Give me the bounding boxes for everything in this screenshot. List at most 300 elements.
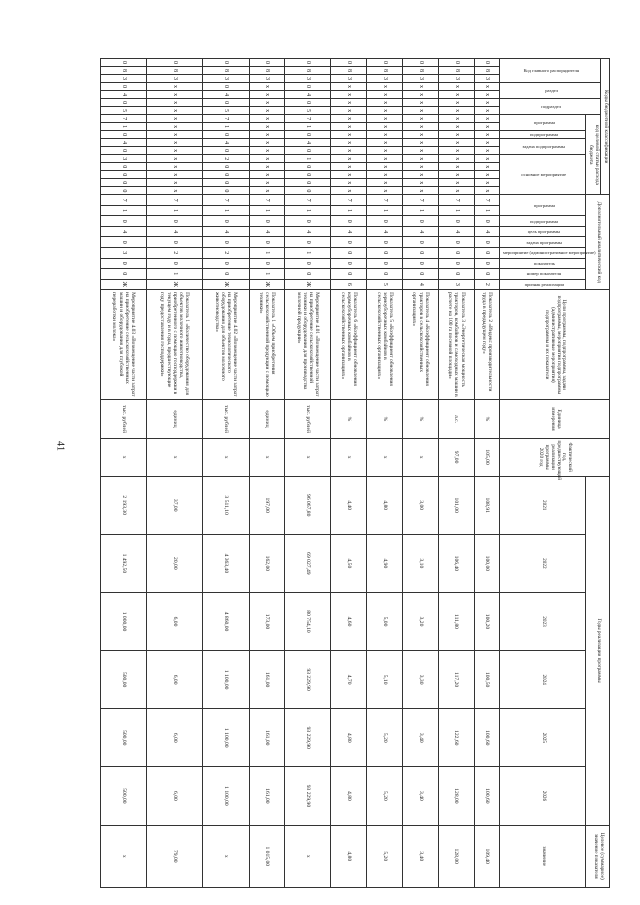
row-year-value: 161,00 — [249, 651, 285, 709]
row-name: Показатель 4 «Коэффициент обновления тракторов в сельскохозяйственных организациях» — [403, 290, 439, 400]
row-actual: x — [147, 438, 203, 476]
row-year-value: 3 511,10 — [203, 476, 249, 534]
row-year-value: 173,00 — [249, 592, 285, 650]
additional-code-digit: 4 — [147, 226, 203, 237]
additional-code-digit: 0 — [203, 258, 249, 269]
budget-code-digit: 0 — [101, 179, 147, 187]
budget-code-digit: 3 — [438, 75, 474, 83]
budget-code-digit: 0 — [285, 163, 331, 171]
row-year-value: 5,10 — [367, 651, 403, 709]
additional-code-digit: 1 — [147, 269, 203, 280]
row-name: Мероприятие 4.02 «Возмещение части затрат на приобретение технологического оборудования для объектов молочного животноводства» — [203, 290, 249, 400]
additional-code-digit: 0 — [367, 237, 403, 248]
row-year-value: 93 229,90 — [285, 767, 331, 825]
budget-code-digit: x — [147, 171, 203, 179]
row-year-value: 5,20 — [367, 767, 403, 825]
additional-code-digit: 0 — [367, 247, 403, 258]
additional-code-digit: 0 — [403, 216, 439, 227]
additional-code-digit: 0 — [203, 269, 249, 280]
additional-code-digit: 4 — [249, 226, 285, 237]
budget-code-digit: x — [249, 91, 285, 99]
row-year-value: 100,60 — [474, 767, 500, 825]
row-unit: тыс. рублей — [285, 400, 331, 438]
budget-code-digit: 2 — [203, 155, 249, 163]
row-year-value: 500,00 — [101, 709, 147, 767]
budget-code-digit: x — [367, 187, 403, 195]
budget-code-digit: x — [249, 131, 285, 139]
budget-code-digit: 0 — [101, 83, 147, 91]
additional-code-digit: 0 — [101, 258, 147, 269]
additional-code-digit: Ж — [285, 279, 331, 290]
table-row — [203, 59, 249, 888]
budget-code-digit: x — [438, 147, 474, 155]
additional-code-digit: 0 — [147, 258, 203, 269]
additional-code-digit: 7 — [367, 195, 403, 206]
budget-code-digit: 0 — [203, 131, 249, 139]
row-year-value: 3,10 — [403, 534, 439, 592]
budget-code-digit: x — [249, 163, 285, 171]
budget-code-digit: 7 — [285, 115, 331, 123]
additional-code-digit: 3 — [101, 247, 147, 258]
row-target: x — [101, 825, 147, 888]
row-target: 128,00 — [438, 825, 474, 888]
budget-code-digit: x — [331, 171, 367, 179]
budget-code-digit: 1 — [285, 123, 331, 131]
row-year-value: 6,00 — [147, 709, 203, 767]
row-year-value: 162,00 — [249, 534, 285, 592]
budget-code-digit: x — [367, 115, 403, 123]
header-actual: Фактический год, предшествующий реализации программы 2020 год — [500, 438, 610, 476]
header-add-program: программа — [500, 195, 586, 216]
budget-code-digit: 0 — [474, 59, 500, 67]
row-actual: x — [203, 438, 249, 476]
additional-code-digit: 0 — [474, 247, 500, 258]
budget-code-digit: 8 — [285, 67, 331, 75]
row-year-value: 100,00 — [474, 534, 500, 592]
budget-code-digit: x — [147, 179, 203, 187]
budget-code-digit: x — [367, 147, 403, 155]
row-year-value: 1 492,50 — [101, 534, 147, 592]
budget-code-digit: 0 — [285, 171, 331, 179]
header-budget-codes: Коды бюджетной классификации — [601, 59, 610, 195]
row-year-value: 4 363,40 — [203, 534, 249, 592]
table-row — [101, 59, 147, 888]
additional-code-digit: 0 — [331, 237, 367, 248]
table-row — [474, 59, 500, 888]
budget-code-digit: x — [331, 123, 367, 131]
budget-code-digit: x — [249, 139, 285, 147]
budget-code-digit: 8 — [331, 67, 367, 75]
budget-code-digit: x — [367, 171, 403, 179]
row-year-value: 4,70 — [331, 651, 367, 709]
budget-code-digit: x — [331, 187, 367, 195]
row-year-value: 3,40 — [403, 767, 439, 825]
header-year-2022: 2022 — [500, 534, 586, 592]
row-target: x — [203, 825, 249, 888]
budget-code-digit: 4 — [101, 139, 147, 147]
row-year-value: 100,20 — [474, 592, 500, 650]
header-expense-code: код целевой статьи расхода бюджета — [586, 115, 601, 195]
budget-code-digit: x — [249, 123, 285, 131]
row-year-value: 500,00 — [101, 767, 147, 825]
budget-code-digit: x — [474, 139, 500, 147]
budget-code-digit: 0 — [285, 83, 331, 91]
additional-code-digit: 1 — [331, 205, 367, 216]
budget-code-digit: x — [474, 107, 500, 115]
additional-code-digit: 1 — [147, 205, 203, 216]
header-year-2021: 2021 — [500, 476, 586, 534]
budget-code-digit: 8 — [474, 67, 500, 75]
additional-code-digit: 1 — [249, 205, 285, 216]
table-row — [403, 59, 439, 888]
budget-code-digit: 0 — [101, 99, 147, 107]
budget-code-digit: 8 — [249, 67, 285, 75]
budget-code-digit: 4 — [285, 91, 331, 99]
budget-code-digit: x — [367, 83, 403, 91]
budget-code-digit: 0 — [101, 59, 147, 67]
budget-code-digit: 5 — [101, 107, 147, 115]
budget-code-digit: x — [403, 139, 439, 147]
row-year-value: 4,60 — [331, 592, 367, 650]
table-body — [101, 59, 500, 888]
row-target: 1 015,00 — [249, 825, 285, 888]
budget-code-digit: x — [474, 115, 500, 123]
header-year-2026: 2026 — [500, 767, 586, 825]
budget-code-digit: x — [249, 179, 285, 187]
row-name: Мероприятие 4.03 «Возмещение части затрат на приобретение сельскохозяйственных машин и оборудования для глубокой переработки молока» — [101, 290, 147, 400]
additional-code-digit: 7 — [474, 195, 500, 206]
additional-code-digit: 7 — [331, 195, 367, 206]
budget-code-digit: 8 — [147, 67, 203, 75]
row-target: 79,00 — [147, 825, 203, 888]
row-actual: x — [367, 438, 403, 476]
budget-code-digit: 1 — [101, 123, 147, 131]
row-year-value: 111,80 — [438, 592, 474, 650]
budget-code-digit: 0 — [203, 179, 249, 187]
additional-code-digit: 7 — [203, 195, 249, 206]
budget-code-digit: 3 — [147, 75, 203, 83]
row-year-value: 161,00 — [249, 709, 285, 767]
budget-code-digit: x — [147, 123, 203, 131]
row-year-value: 500,00 — [101, 651, 147, 709]
budget-code-digit: x — [367, 91, 403, 99]
additional-code-digit: 2 — [474, 279, 500, 290]
additional-code-digit: 1 — [203, 205, 249, 216]
header-year-2024: 2024 — [500, 651, 586, 709]
budget-code-digit: x — [474, 163, 500, 171]
budget-code-digit: 0 — [367, 59, 403, 67]
row-year-value: 5,20 — [367, 709, 403, 767]
budget-code-digit: 0 — [101, 131, 147, 139]
budget-code-digit: x — [438, 83, 474, 91]
row-unit: % — [403, 400, 439, 438]
budget-code-digit: x — [438, 131, 474, 139]
additional-code-digit: 4 — [403, 279, 439, 290]
budget-code-digit: 3 — [101, 155, 147, 163]
budget-code-digit: 3 — [331, 75, 367, 83]
additional-code-digit: 3 — [438, 279, 474, 290]
additional-code-digit: 4 — [367, 226, 403, 237]
budget-code-digit: x — [403, 179, 439, 187]
budget-code-digit: x — [403, 115, 439, 123]
row-year-value: 108,91 — [474, 476, 500, 534]
budget-code-digit: x — [367, 107, 403, 115]
budget-code-digit: 8 — [438, 67, 474, 75]
budget-code-digit: 0 — [203, 99, 249, 107]
budget-code-digit: x — [331, 99, 367, 107]
additional-code-digit: 4 — [474, 226, 500, 237]
additional-code-digit: 0 — [101, 216, 147, 227]
budget-code-digit: x — [474, 155, 500, 163]
row-year-value: 6,00 — [147, 767, 203, 825]
budget-code-digit: x — [367, 155, 403, 163]
budget-code-digit: x — [331, 155, 367, 163]
header-program-name: Цели программы, подпрограммы, задачи подпрограммы, мероприятия подпрограммы (административные мероприятия) подпрограммы и их показатели — [500, 290, 610, 400]
budget-code-digit: x — [403, 107, 439, 115]
additional-code-digit: 4 — [203, 226, 249, 237]
budget-code-digit: x — [331, 131, 367, 139]
budget-code-digit: x — [367, 123, 403, 131]
budget-code-digit: 0 — [285, 99, 331, 107]
budget-code-digit: x — [331, 139, 367, 147]
row-year-value: 3,40 — [403, 709, 439, 767]
budget-code-digit: x — [147, 99, 203, 107]
budget-code-digit: 4 — [203, 139, 249, 147]
additional-code-digit: Ж — [147, 279, 203, 290]
row-target: 4,80 — [331, 825, 367, 888]
additional-code-digit: 0 — [438, 247, 474, 258]
row-actual: 97,00 — [438, 438, 474, 476]
additional-code-digit: 0 — [474, 269, 500, 280]
additional-code-digit: 7 — [147, 195, 203, 206]
row-year-value: 1 000,00 — [101, 592, 147, 650]
row-year-value: 100,50 — [474, 651, 500, 709]
row-year-value: 96 067,80 — [285, 476, 331, 534]
budget-code-digit: 0 — [203, 147, 249, 155]
budget-code-digit: 3 — [249, 75, 285, 83]
row-unit: тыс. рублей — [203, 400, 249, 438]
row-actual: x — [249, 438, 285, 476]
budget-code-digit: 0 — [147, 59, 203, 67]
budget-code-digit: 3 — [403, 75, 439, 83]
budget-code-digit: x — [438, 107, 474, 115]
additional-code-digit: 0 — [367, 269, 403, 280]
row-target: 5,20 — [367, 825, 403, 888]
additional-code-digit: 1 — [285, 247, 331, 258]
additional-code-digit: 2 — [203, 247, 249, 258]
budget-code-digit: 8 — [203, 67, 249, 75]
additional-code-digit: 0 — [331, 258, 367, 269]
row-target: 109,40 — [474, 825, 500, 888]
additional-code-digit: 0 — [438, 269, 474, 280]
row-year-value: 4,50 — [331, 534, 367, 592]
budget-code-digit: 8 — [367, 67, 403, 75]
row-year-value: 100,60 — [474, 709, 500, 767]
budget-code-digit: x — [474, 91, 500, 99]
budget-code-digit: x — [474, 179, 500, 187]
budget-code-digit: x — [474, 187, 500, 195]
rotated-table-wrapper — [100, 58, 610, 888]
additional-code-digit: 0 — [403, 269, 439, 280]
header-target-value: значение — [500, 825, 586, 888]
budget-code-digit: x — [438, 99, 474, 107]
row-year-value: 1 100,00 — [203, 709, 249, 767]
header-target: Целевое (суммарное) значение показателя — [586, 825, 610, 888]
additional-code-digit: 0 — [147, 216, 203, 227]
budget-code-digit: 0 — [438, 59, 474, 67]
table-row — [438, 59, 474, 888]
budget-code-digit: x — [474, 99, 500, 107]
budget-code-digit: 5 — [203, 107, 249, 115]
row-target: 3,40 — [403, 825, 439, 888]
budget-code-digit: 0 — [285, 179, 331, 187]
budget-code-digit: 7 — [203, 115, 249, 123]
budget-code-digit: x — [474, 131, 500, 139]
row-unit: % — [474, 400, 500, 438]
row-year-value: 128,00 — [438, 767, 474, 825]
additional-code-digit: 0 — [474, 216, 500, 227]
row-name: Показатель 2 «Индекс производительности труда в предыдущем году» — [474, 290, 500, 400]
additional-code-digit: 1 — [249, 247, 285, 258]
budget-code-digit: 0 — [285, 147, 331, 155]
additional-code-digit: 0 — [331, 247, 367, 258]
budget-code-digit: x — [367, 179, 403, 187]
row-year-value: 3,00 — [403, 476, 439, 534]
budget-code-digit: x — [438, 187, 474, 195]
budget-code-digit: x — [403, 131, 439, 139]
budget-code-digit: x — [147, 155, 203, 163]
additional-code-digit: Ж — [203, 279, 249, 290]
budget-code-digit: x — [331, 107, 367, 115]
header-budget-program: программа — [500, 115, 586, 131]
budget-code-digit: 0 — [331, 59, 367, 67]
budget-code-digit: 0 — [203, 171, 249, 179]
budget-code-digit: 0 — [101, 147, 147, 155]
header-year-2025: 2025 — [500, 709, 586, 767]
row-year-value: 6,00 — [147, 592, 203, 650]
additional-code-digit: 0 — [331, 269, 367, 280]
row-year-value: 106,40 — [438, 534, 474, 592]
row-year-value: 4,40 — [331, 476, 367, 534]
header-year-2023: 2023 — [500, 592, 586, 650]
budget-code-digit: x — [249, 155, 285, 163]
additional-code-digit: 0 — [285, 216, 331, 227]
budget-code-digit: 4 — [203, 91, 249, 99]
budget-code-digit: x — [147, 187, 203, 195]
header-budget-subprogram: подпрограмма — [500, 131, 586, 139]
budget-code-digit: x — [474, 171, 500, 179]
row-year-value: 3,20 — [403, 592, 439, 650]
budget-code-digit: 0 — [203, 187, 249, 195]
additional-code-digit: 0 — [474, 237, 500, 248]
additional-code-digit: 0 — [438, 216, 474, 227]
budget-code-digit: x — [249, 107, 285, 115]
additional-code-digit: 6 — [331, 279, 367, 290]
additional-code-digit: 0 — [101, 269, 147, 280]
budget-code-digit: x — [249, 99, 285, 107]
additional-code-digit: 0 — [474, 258, 500, 269]
budget-code-digit: x — [147, 107, 203, 115]
row-year-value: 117,20 — [438, 651, 474, 709]
row-year-value: 4,80 — [331, 767, 367, 825]
row-name: Показатель 5 «Коэффициент обновления зерноуборочных комбайнов в сельскохозяйственных организациях» — [367, 290, 403, 400]
additional-code-digit: 0 — [438, 237, 474, 248]
additional-code-digit: 4 — [285, 226, 331, 237]
header-main-manager: Код главного распорядителя — [500, 59, 601, 83]
program-indicators-table — [100, 58, 610, 888]
budget-code-digit: x — [474, 123, 500, 131]
row-year-value: 69 027,49 — [285, 534, 331, 592]
budget-code-digit: x — [147, 147, 203, 155]
header-add-task: задача программы — [500, 237, 586, 248]
additional-code-digit: 7 — [249, 195, 285, 206]
header-years-group: Годы реализации программы — [586, 476, 610, 825]
row-name: Показатель 3 «Энергетическая мощность тракторов, комбайнов и самоходных машин в расчете на 100 га посевной площади» — [438, 290, 474, 400]
header-add-indicator-number: номер показателя — [500, 269, 586, 280]
row-actual: x — [285, 438, 331, 476]
row-year-value: 6,00 — [147, 651, 203, 709]
row-target: x — [285, 825, 331, 888]
additional-code-digit: 0 — [203, 216, 249, 227]
budget-code-digit: x — [403, 83, 439, 91]
budget-code-digit: x — [331, 83, 367, 91]
row-year-value: 93 229,90 — [285, 709, 331, 767]
budget-code-digit: x — [438, 155, 474, 163]
budget-code-digit: 0 — [203, 163, 249, 171]
budget-code-digit: 0 — [101, 187, 147, 195]
budget-code-digit: x — [249, 171, 285, 179]
budget-code-digit: x — [249, 187, 285, 195]
budget-code-digit: 3 — [474, 75, 500, 83]
additional-code-digit: 7 — [285, 195, 331, 206]
budget-code-digit: x — [403, 187, 439, 195]
row-year-value: 4 860,00 — [203, 592, 249, 650]
budget-code-digit: 7 — [101, 115, 147, 123]
additional-code-digit: 0 — [367, 258, 403, 269]
row-unit: единиц — [249, 400, 285, 438]
budget-code-digit: 0 — [203, 59, 249, 67]
table-row — [249, 59, 285, 888]
header-add-indicator: показатель — [500, 258, 586, 269]
header-add-event: мероприятие (административное мероприятие) — [500, 247, 586, 258]
budget-code-digit: x — [147, 139, 203, 147]
table-row — [367, 59, 403, 888]
row-year-value: 1 100,00 — [203, 767, 249, 825]
budget-code-digit: x — [403, 147, 439, 155]
budget-code-digit: x — [249, 115, 285, 123]
additional-code-digit: 4 — [331, 226, 367, 237]
additional-code-digit: 0 — [285, 237, 331, 248]
budget-code-digit: x — [147, 131, 203, 139]
row-name: Показатель 1 «Объем приобретения сельскохозяйственной продукции с помощью техники» — [249, 290, 285, 400]
header-add-goal: цель программы — [500, 226, 586, 237]
additional-code-digit: 0 — [249, 216, 285, 227]
row-year-value: 101,00 — [438, 476, 474, 534]
budget-code-digit: x — [249, 83, 285, 91]
additional-code-digit: 4 — [101, 226, 147, 237]
budget-code-digit: 8 — [101, 67, 147, 75]
additional-code-digit: 1 — [367, 205, 403, 216]
budget-code-digit: x — [367, 131, 403, 139]
header-row-1 — [601, 59, 610, 888]
additional-code-digit: 0 — [147, 237, 203, 248]
row-unit: тыс. рублей — [101, 400, 147, 438]
budget-code-digit: 3 — [203, 75, 249, 83]
row-year-value: 1 100,00 — [203, 651, 249, 709]
budget-code-digit: 4 — [101, 91, 147, 99]
additional-code-digit: 0 — [101, 237, 147, 248]
budget-code-digit: x — [331, 91, 367, 99]
